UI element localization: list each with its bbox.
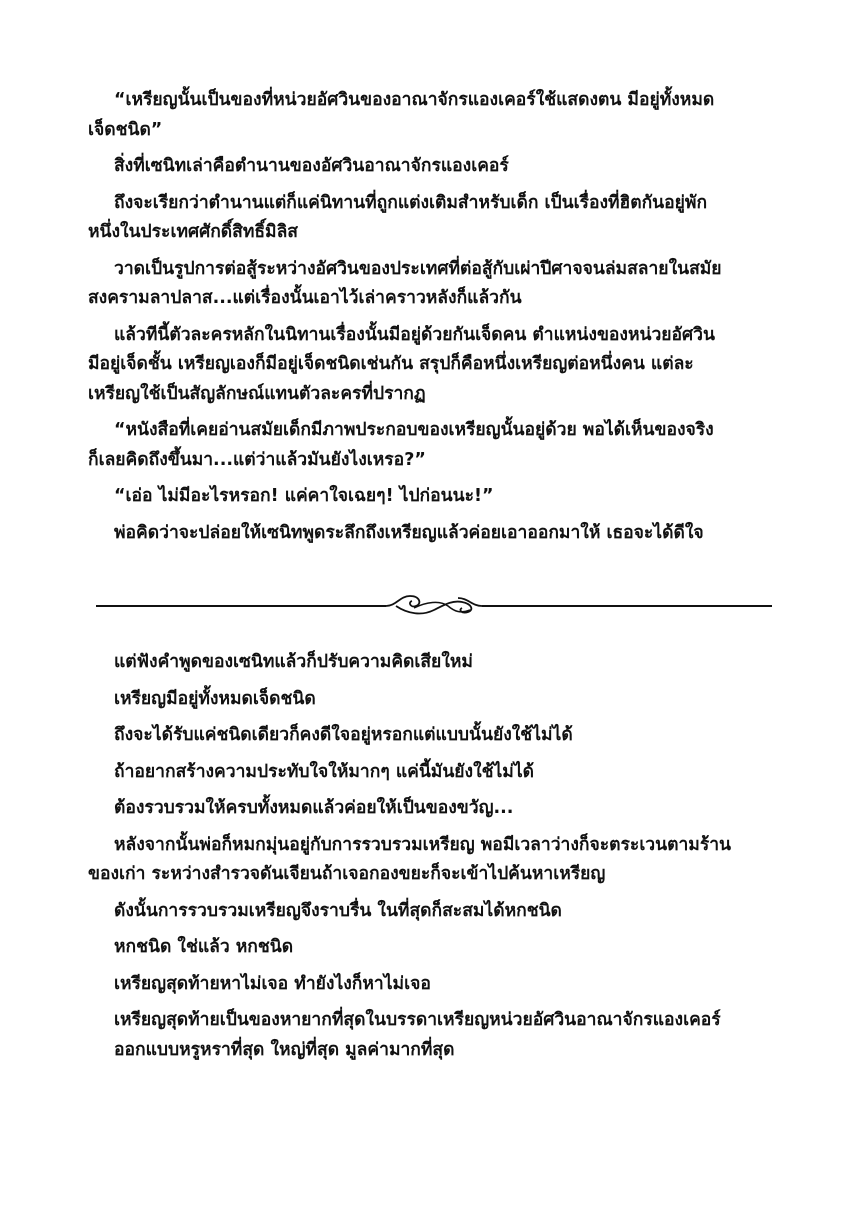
text-line: เจ็ดชนิด” — [88, 119, 163, 140]
text-line: สงครามลาปลาส...แต่เรื่องนั้นเอาไว้เล่าคราวหลังก็แล้วกัน — [88, 288, 522, 308]
paragraph — [88, 685, 778, 715]
paragraph — [88, 933, 778, 963]
text-line: หกชนิด ใช่แล้ว หกชนิด — [114, 937, 294, 957]
section-before-divider — [88, 86, 778, 555]
text-line: “เอ่อ ไม่มีอะไรหรอก! แค่คาใจเฉยๆ! ไปก่อนนะ!” — [114, 486, 494, 506]
text-line: หลังจากนั้นพ่อก็หมกมุ่นอยู่กับการรวบรวมเหรียญ พอมีเวลาว่างก็จะตระเวนตามร้าน — [114, 834, 732, 855]
paragraph — [88, 1006, 778, 1065]
section-after-divider — [88, 648, 778, 1072]
paragraph — [88, 152, 778, 182]
text-line: เหรียญสุดท้ายเป็นของหายากที่สุดในบรรดาเหรียญหน่วยอัศวินอาณาจักรแองเคอร์ — [114, 1010, 721, 1030]
paragraph — [88, 482, 778, 512]
paragraph — [88, 189, 778, 248]
paragraph — [88, 897, 778, 927]
text-line: เหรียญมีอยู่ทั้งหมดเจ็ดชนิด — [114, 688, 316, 709]
text-line: ต้องรวบรวมให้ครบทั้งหมดแล้วค่อยให้เป็นของขวัญ... — [114, 798, 514, 818]
paragraph — [88, 721, 778, 751]
paragraph — [88, 648, 778, 678]
text-line: ก็เลยคิดถึงขึ้นมา...แต่ว่าแล้วมันยังไงเหรอ?” — [88, 449, 426, 470]
text-line: พ่อคิดว่าจะปล่อยให้เซนิทพูดระลึกถึงเหรียญแล้วค่อยเอาออกมาให้ เธอจะได้ดีใจ — [114, 522, 704, 543]
text-line: ถึงจะเรียกว่าตำนานแต่ก็แค่นิทานที่ถูกแต่งเติมสำหรับเด็ก เป็นเรื่องที่ฮิตกันอยู่พัก — [114, 192, 708, 213]
text-line: แล้วทีนี้ตัวละครหลักในนิทานเรื่องนั้นมีอยู่ด้วยกันเจ็ดคน ตำแหน่งของหน่วยอัศวิน — [114, 324, 715, 345]
paragraph — [88, 794, 778, 824]
text-line: ดังนั้นการรวบรวมเหรียญจึงราบรื่น ในที่สุดก็สะสมได้หกชนิด — [114, 900, 562, 921]
paragraph — [88, 970, 778, 1000]
text-line: สิ่งที่เซนิทเล่าคือตำนานของอัศวินอาณาจักรแองเคอร์ — [114, 156, 509, 176]
paragraph — [88, 758, 778, 788]
text-line: เหรียญใช้เป็นสัญลักษณ์แทนตัวละครที่ปรากฏ — [88, 383, 426, 404]
paragraph — [88, 255, 778, 314]
text-line: แต่ฟังคำพูดของเซนิทแล้วก็ปรับความคิดเสียใหม่ — [114, 652, 473, 672]
paragraph — [88, 321, 778, 410]
text-line: ถึงจะได้รับแค่ชนิดเดียวก็คงดีใจอยู่หรอกแต่แบบนั้นยังใช้ไม่ได้ — [114, 725, 573, 745]
text-line: เหรียญสุดท้ายหาไม่เจอ ทำยังไงก็หาไม่เจอ — [114, 973, 431, 994]
paragraph — [88, 519, 778, 549]
text-line: หนึ่งในประเทศศักดิ์สิทธิ์มิลิส — [88, 222, 298, 242]
text-line: มีอยู่เจ็ดชั้น เหรียญเองก็มีอยู่เจ็ดชนิดเช่นกัน สรุปก็คือหนึ่งเหรียญต่อหนึ่งคน แต่ละ — [88, 354, 694, 374]
text-line: วาดเป็นรูปการต่อสู้ระหว่างอัศวินของประเทศที่ต่อสู้กับเผ่าปีศาจจนล่มสลายในสมัย — [114, 258, 722, 279]
text-line: “เหรียญนั้นเป็นของที่หน่วยอัศวินของอาณาจักรแองเคอร์ใช้แสดงตน มีอยู่ทั้งหมด — [114, 90, 715, 110]
text-line: ของเก่า ระหว่างสำรวจดันเจียนถ้าเจอกองขยะก็จะเข้าไปค้นหาเหรียญ — [88, 864, 606, 884]
text-line: ถ้าอยากสร้างความประทับใจให้มากๆ แค่นี้มันยังใช้ไม่ได้ — [114, 761, 535, 782]
ornamental-swirl-divider-icon — [96, 588, 772, 624]
text-line: “หนังสือที่เคยอ่านสมัยเด็กมีภาพประกอบของเหรียญนั้นอยู่ด้วย พอได้เห็นของจริง — [114, 420, 714, 440]
paragraph — [88, 416, 778, 475]
paragraph — [88, 831, 778, 890]
paragraph — [88, 86, 778, 145]
text-line: ออกแบบหรูหราที่สุด ใหญ่ที่สุด มูลค่ามากที่สุด — [114, 1039, 455, 1060]
